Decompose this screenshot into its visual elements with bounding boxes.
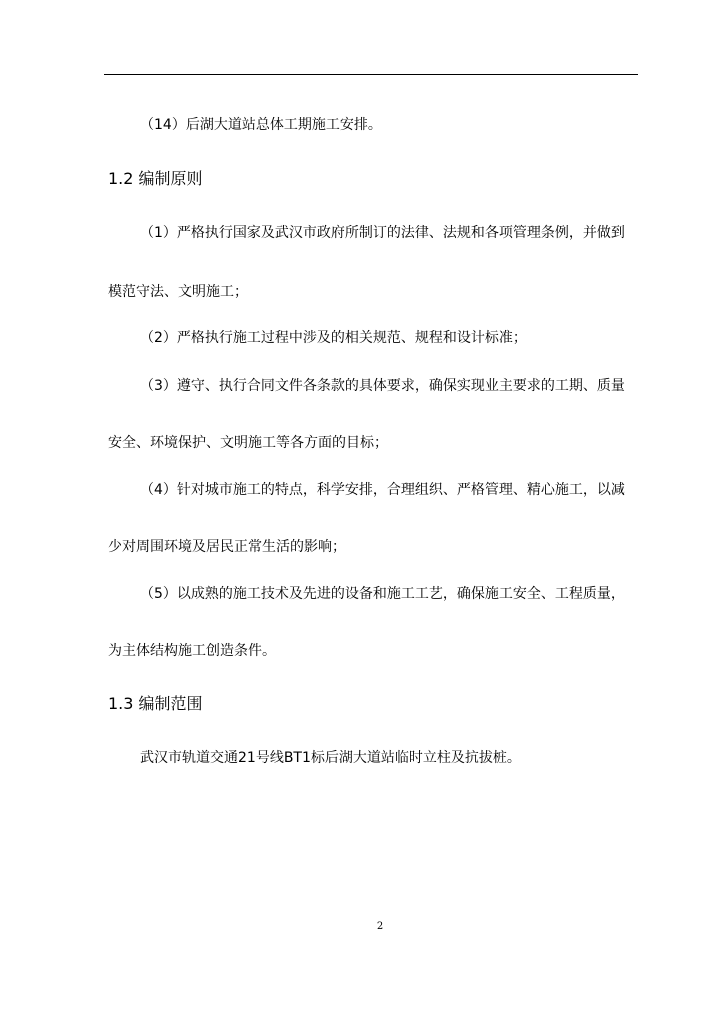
paragraph-line: 武汉市轨道交通21号线BT1标后湖大道站临时立柱及抗拔桩。: [140, 750, 521, 766]
paragraph-line: （5）以成熟的施工技术及先进的设备和施工工艺，确保施工安全、工程质量，: [140, 586, 625, 602]
paragraph-line: 少对周围环境及居民正常生活的影响；: [108, 539, 346, 555]
paragraph-line: （14）后湖大道站总体工期施工安排。: [140, 117, 382, 133]
page-number: 2: [376, 921, 384, 932]
section-heading: 1.2 编制原则: [108, 169, 203, 188]
paragraph-line: （2）严格执行施工过程中涉及的相关规范、规程和设计标准；: [140, 330, 527, 346]
paragraph-line: （3）遵守、执行合同文件各条款的具体要求，确保实现业主要求的工期、质量: [140, 378, 625, 394]
paragraph-line: 为主体结构施工创造条件。: [108, 643, 276, 659]
section-heading: 1.3 编制范围: [108, 694, 203, 713]
header-rule: [104, 74, 638, 75]
paragraph-line: （1）严格执行国家及武汉市政府所制订的法律、法规和各项管理条例，并做到: [140, 225, 625, 241]
paragraph-line: 安全、环境保护、文明施工等各方面的目标；: [108, 435, 388, 451]
paragraph-line: （4）针对城市施工的特点，科学安排，合理组织、严格管理、精心施工，以减: [140, 482, 625, 498]
paragraph-line: 模范守法、文明施工；: [108, 284, 248, 300]
